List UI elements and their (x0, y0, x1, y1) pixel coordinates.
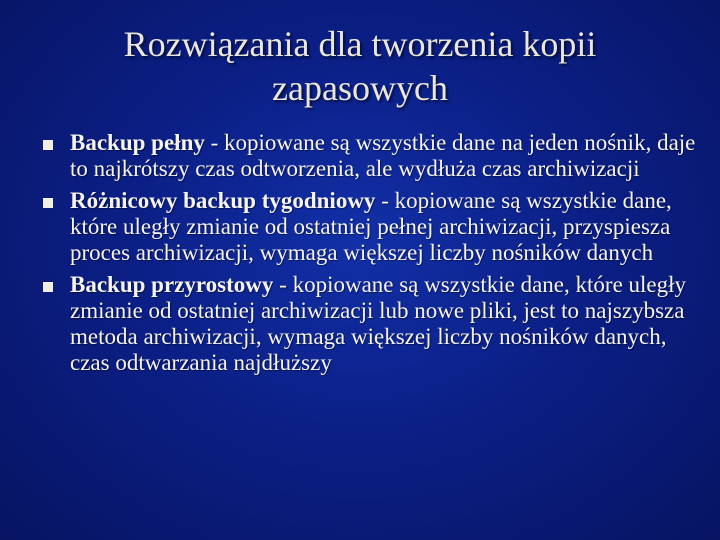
square-bullet-icon (43, 282, 53, 292)
bullet-term: Backup przyrostowy (70, 272, 274, 297)
bullet-text: - kopiowane są wszystkie dane, które uległy zmianie od ostatniej pełnej archiwizacji, przyspiesza proces archiwizacji, wymaga większej liczby nośników danych (70, 188, 672, 265)
bullet-term: Różnicowy backup tygodniowy (70, 188, 376, 213)
bullet-text: - kopiowane są wszystkie dane na jeden nośnik, daje to najkrótszy czas odtworzenia, ale wydłuża czas archiwizacji (70, 130, 696, 181)
bullet-item-differential-backup (40, 188, 700, 266)
bullet-item-full-backup (40, 130, 700, 182)
square-bullet-icon (43, 140, 53, 150)
bullet-text: - kopiowane są wszystkie dane, które uległy zmianie od ostatniej archiwizacji lub nowe pliki, jest to najszybsza metoda archiwizacji, wymaga większej liczby nośników danych, czas odtwarzania najdłuższy (70, 272, 687, 375)
square-bullet-icon (43, 198, 53, 208)
bullet-term: Backup pełny (70, 130, 205, 155)
bullet-item-incremental-backup (40, 272, 700, 376)
slide-title: Rozwiązania dla tworzenia kopii zapasowych (123, 24, 597, 108)
bullet-list (40, 130, 700, 382)
